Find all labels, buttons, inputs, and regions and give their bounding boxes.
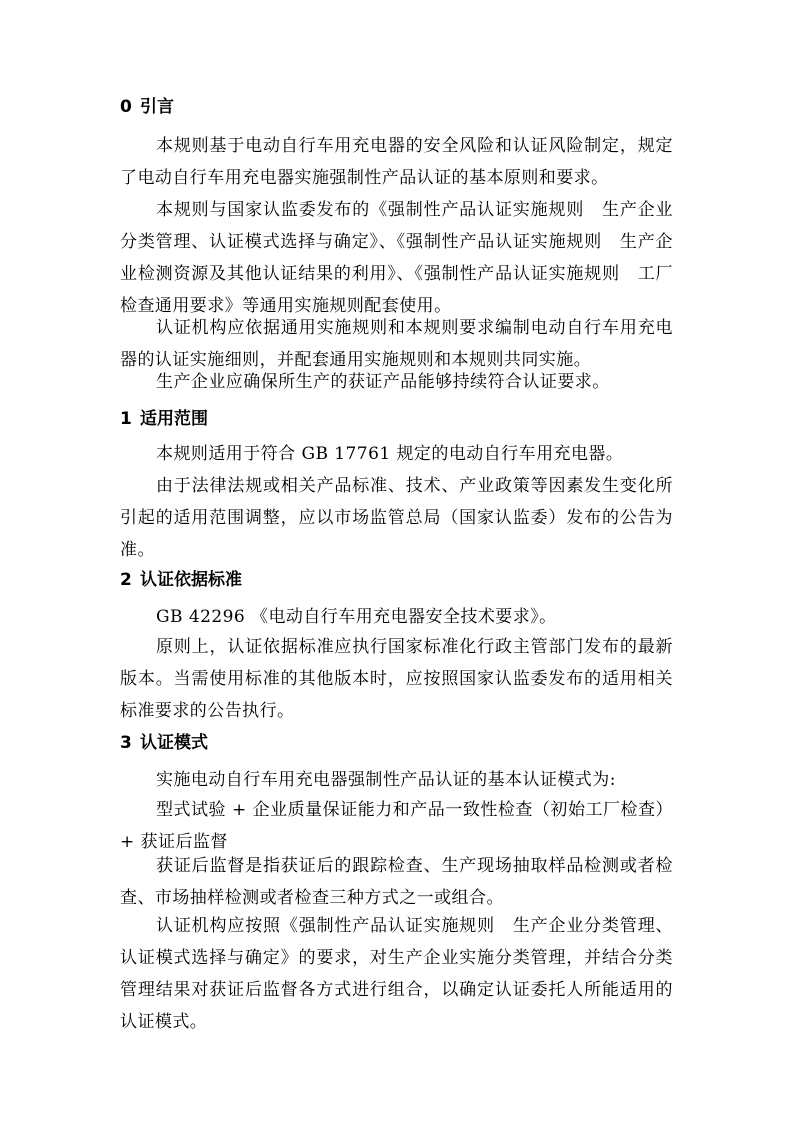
paragraph: 认证机构应按照《强制性产品认证实施规则 生产企业分类管理、认证模式选择与确定》的要求，对生产企业实施分类管理，并结合分类管理结果对获证后监督各方式进行组合，以确定认证委托人所能适用的认证模式。 bbox=[120, 916, 673, 1032]
paragraph: 原则上，认证依据标准应执行国家标准化行政主管部门发布的最新版本。当需使用标准的其他版本时，应按照国家认监委发布的适用相关标准要求的公告执行。 bbox=[120, 637, 673, 721]
paragraph: 本规则适用于符合 GB 17761 规定的电动自行车用充电器。 bbox=[156, 444, 624, 464]
section-2-heading bbox=[120, 570, 242, 590]
section-0-heading bbox=[120, 97, 174, 117]
paragraph: 获证后监督是指获证后的跟踪检查、生产现场抽取样品检测或者检查、市场抽样检测或者检查三种方式之一或组合。 bbox=[120, 856, 673, 908]
paragraph: 实施电动自行车用充电器强制性产品认证的基本认证模式为: bbox=[156, 770, 616, 790]
paragraph: 认证机构应依据通用实施规则和本规则要求编制电动自行车用充电器的认证实施细则，并配套通用实施规则和本规则共同实施。 bbox=[120, 318, 673, 370]
section-title: 引言 bbox=[140, 97, 174, 117]
paragraph: 本规则与国家认监委发布的《强制性产品认证实施规则 生产企业分类管理、认证模式选择与确定》、《强制性产品认证实施规则 生产企业检测资源及其他认证结果的利用》、《强制性产品认证实施规则 工厂检查通用要求》等通用实施规则配套使用。 bbox=[120, 200, 673, 316]
section-number: 1 bbox=[120, 409, 132, 429]
paragraph: 生产企业应确保所生产的获证产品能够持续符合认证要求。 bbox=[156, 372, 610, 392]
paragraph: 本规则基于电动自行车用充电器的安全风险和认证风险制定，规定了电动自行车用充电器实施强制性产品认证的基本原则和要求。 bbox=[120, 136, 673, 188]
section-3-heading bbox=[120, 733, 208, 753]
section-title: 认证依据标准 bbox=[140, 570, 242, 590]
paragraph: 由于法律法规或相关产品标准、技术、产业政策等因素发生变化所引起的适用范围调整，应以市场监管总局（国家认监委）发布的公告为准。 bbox=[120, 476, 673, 560]
paragraph: GB 42296 《电动自行车用充电器安全技术要求》。 bbox=[156, 607, 557, 627]
paragraph: 型式试验 + 企业质量保证能力和产品一致性检查（初始工厂检查） + 获证后监督 bbox=[120, 800, 673, 852]
section-1-heading bbox=[120, 409, 208, 429]
section-number: 2 bbox=[120, 570, 132, 590]
section-number: 0 bbox=[120, 97, 132, 117]
section-title: 认证模式 bbox=[140, 733, 208, 753]
section-number: 3 bbox=[120, 733, 132, 753]
section-title: 适用范围 bbox=[140, 409, 208, 429]
